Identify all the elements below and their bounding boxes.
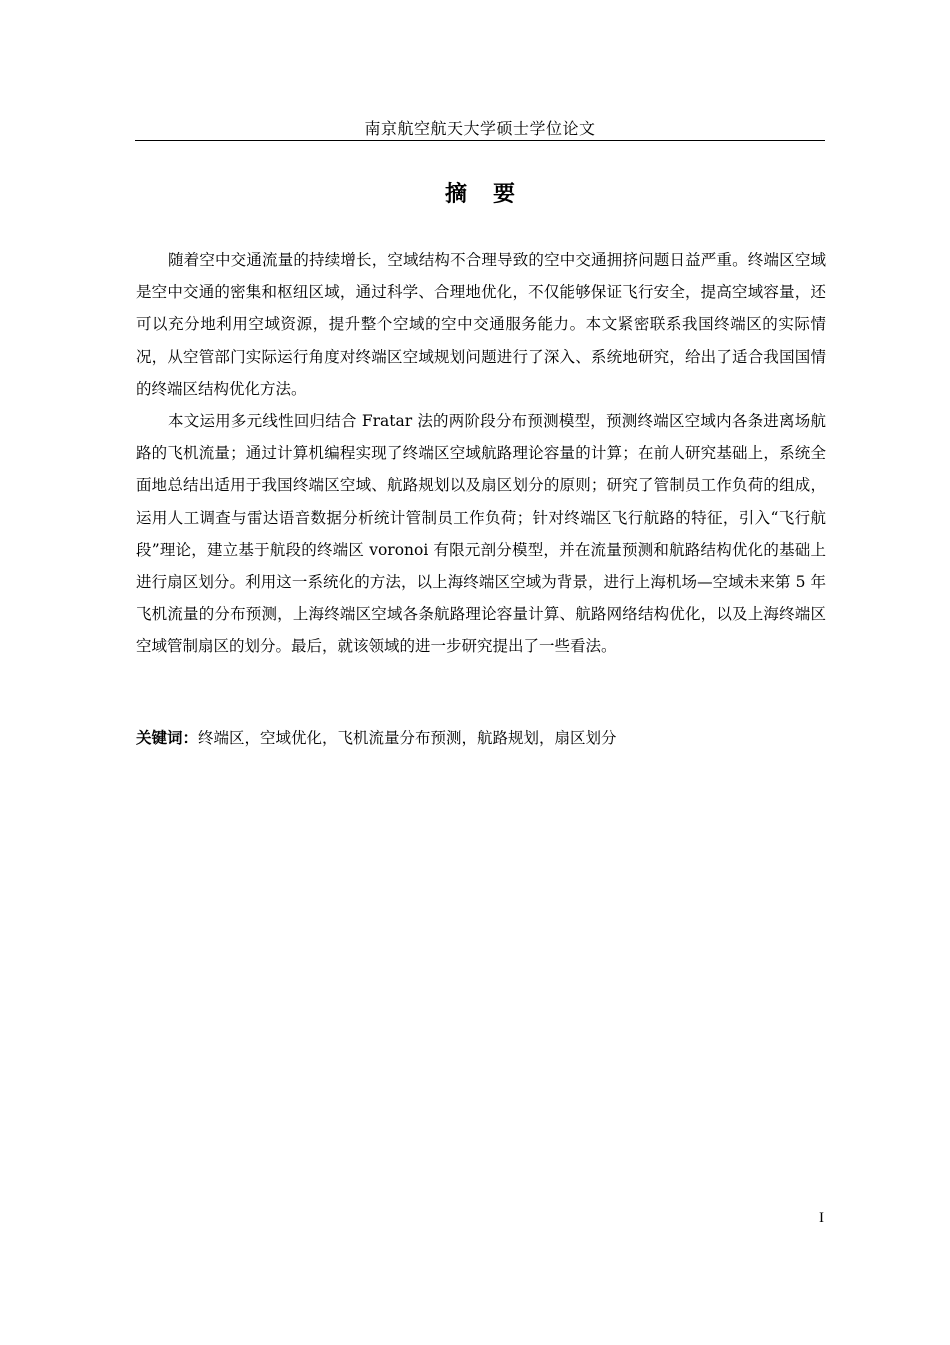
- keywords-text: 终端区，空域优化，飞机流量分布预测，航路规划，扇区划分: [198, 729, 617, 747]
- abstract-paragraph-1: 随着空中交通流量的持续增长，空域结构不合理导致的空中交通拥挤问题日益严重。终端区空域是空中交通的密集和枢纽区域，通过科学、合理地优化，不仅能够保证飞行安全，提高空域容量，还可以充分地利用空域资源，提升整个空域的空中交通服务能力。本文紧密联系我国终端区的实际情况，从空管部门实际运行角度对终端区空域规划问题进行了深入、系统地研究，给出了适合我国国情的终端区结构优化方法。: [136, 251, 826, 398]
- abstract-paragraph-2: 本文运用多元线性回归结合 Fratar 法的两阶段分布预测模型，预测终端区空域内各条进离场航路的飞机流量；通过计算机编程实现了终端区空域航路理论容量的计算；在前人研究基础上，系统全面地总结出适用于我国终端区空域、航路规划以及扇区划分的原则；研究了管制员工作负荷的组成，运用人工调查与雷达语音数据分析统计管制员工作负荷；针对终端区飞行航路的特征，引入“飞行航段”理论，建立基于航段的终端区 voronoi 有限元剖分模型，并在流量预测和航路结构优化的基础上进行扇区划分。利用这一系统化的方法，以上海终端区空域为背景，进行上海机场—空域未来第 5 年飞机流量的分布预测，上海终端区空域各条航路理论容量计算、航路网络结构优化，以及上海终端区空域管制扇区的划分。最后，就该领域的进一步研究提出了一些看法。: [136, 412, 826, 656]
- keywords-label: 关键词：: [136, 729, 199, 747]
- page-number: I: [819, 1210, 824, 1226]
- header-rule: [135, 140, 825, 141]
- abstract-body: [136, 244, 826, 663]
- running-header: 南京航空航天大学硕士学位论文: [364, 119, 596, 138]
- abstract-title: 摘要: [444, 182, 541, 207]
- keywords-line: [136, 724, 826, 752]
